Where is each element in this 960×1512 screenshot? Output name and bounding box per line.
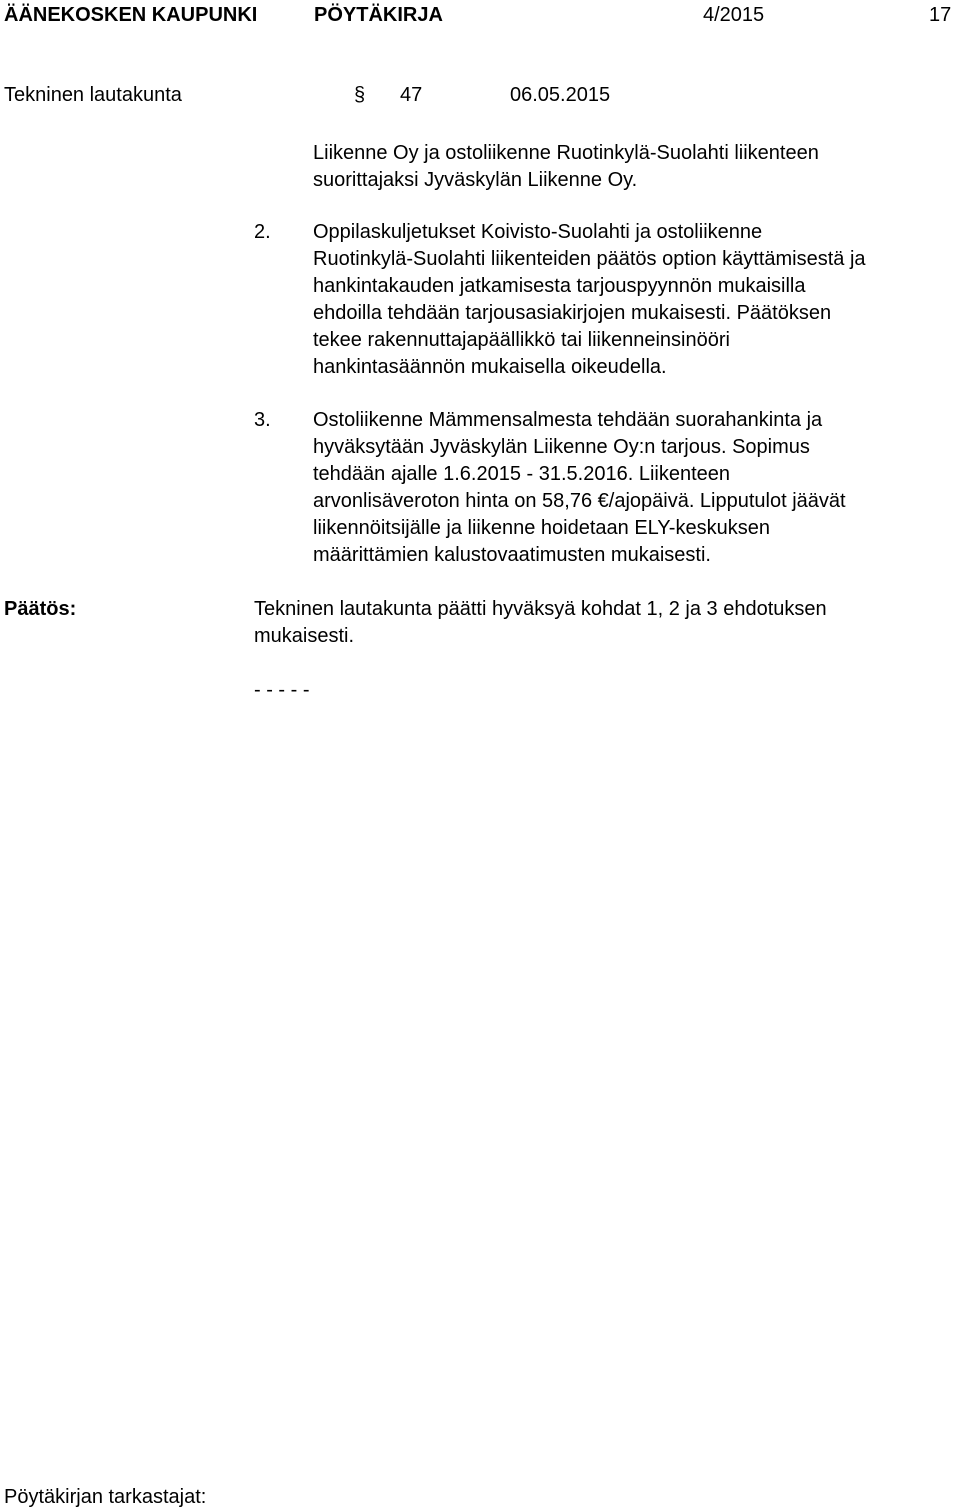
item3-line: hyväksytään Jyväskylän Liikenne Oy:n tarjous. Sopimus xyxy=(313,436,810,458)
item2-line: ehdoilla tehdään tarjousasiakirjojen mukaisesti. Päätöksen xyxy=(313,302,832,324)
decision-line: Tekninen lautakunta päätti hyväksyä kohdat 1, 2 ja 3 ehdotuksen xyxy=(254,598,827,620)
item2-line: Ruotinkylä-Suolahti liikenteiden päätös option käyttämisestä ja xyxy=(313,248,866,270)
item2-number: 2. xyxy=(254,221,271,243)
item1-line: Liikenne Oy ja ostoliikenne Ruotinkylä-Suolahti liikenteen xyxy=(313,142,819,164)
organization-name: ÄÄNEKOSKEN KAUPUNKI xyxy=(4,4,258,26)
item3-line: tehdään ajalle 1.6.2015 - 31.5.2016. Liikenteen xyxy=(313,463,731,485)
section-symbol: § xyxy=(354,84,366,106)
item2-line: hankintakauden jatkamisesta tarjouspyynnön mukaisilla xyxy=(313,275,806,297)
item1-continuation xyxy=(313,140,819,194)
item3-line: arvonlisäveroton hinta on 58,76 €/ajopäivä. Lipputulot jäävät xyxy=(313,490,846,512)
page-number: 17 xyxy=(929,4,952,26)
signatures-label: Pöytäkirjan tarkastajat: xyxy=(4,1486,207,1508)
item2-line: Oppilaskuljetukset Koivisto-Suolahti ja ostoliikenne xyxy=(313,221,763,243)
item3-line: Ostoliikenne Mämmensalmesta tehdään suorahankinta ja xyxy=(313,409,823,431)
item3-line: määrittämien kalustovaatimusten mukaisesti. xyxy=(313,544,711,566)
decision-line: mukaisesti. xyxy=(254,625,355,647)
decision-label: Päätös: xyxy=(4,598,77,620)
section-separator: - - - - - xyxy=(254,679,310,701)
document-type: PÖYTÄKIRJA xyxy=(314,4,443,26)
item1-line: suorittajaksi Jyväskylän Liikenne Oy. xyxy=(313,169,638,191)
item3-text xyxy=(313,407,846,569)
section-number: 47 xyxy=(400,84,423,106)
item3-line: liikennöitsijälle ja liikenne hoidetaan ELY-keskuksen xyxy=(313,517,770,539)
board-name: Tekninen lautakunta xyxy=(4,84,182,106)
item3-number: 3. xyxy=(254,409,271,431)
item2-line: tekee rakennuttajapäällikkö tai liikenneinsinööri xyxy=(313,329,730,351)
decision-text xyxy=(254,596,827,650)
meeting-date: 06.05.2015 xyxy=(510,84,611,106)
issue-number: 4/2015 xyxy=(703,4,765,26)
item2-text xyxy=(313,219,866,381)
item2-line: hankintasäännön mukaisella oikeudella. xyxy=(313,356,667,378)
